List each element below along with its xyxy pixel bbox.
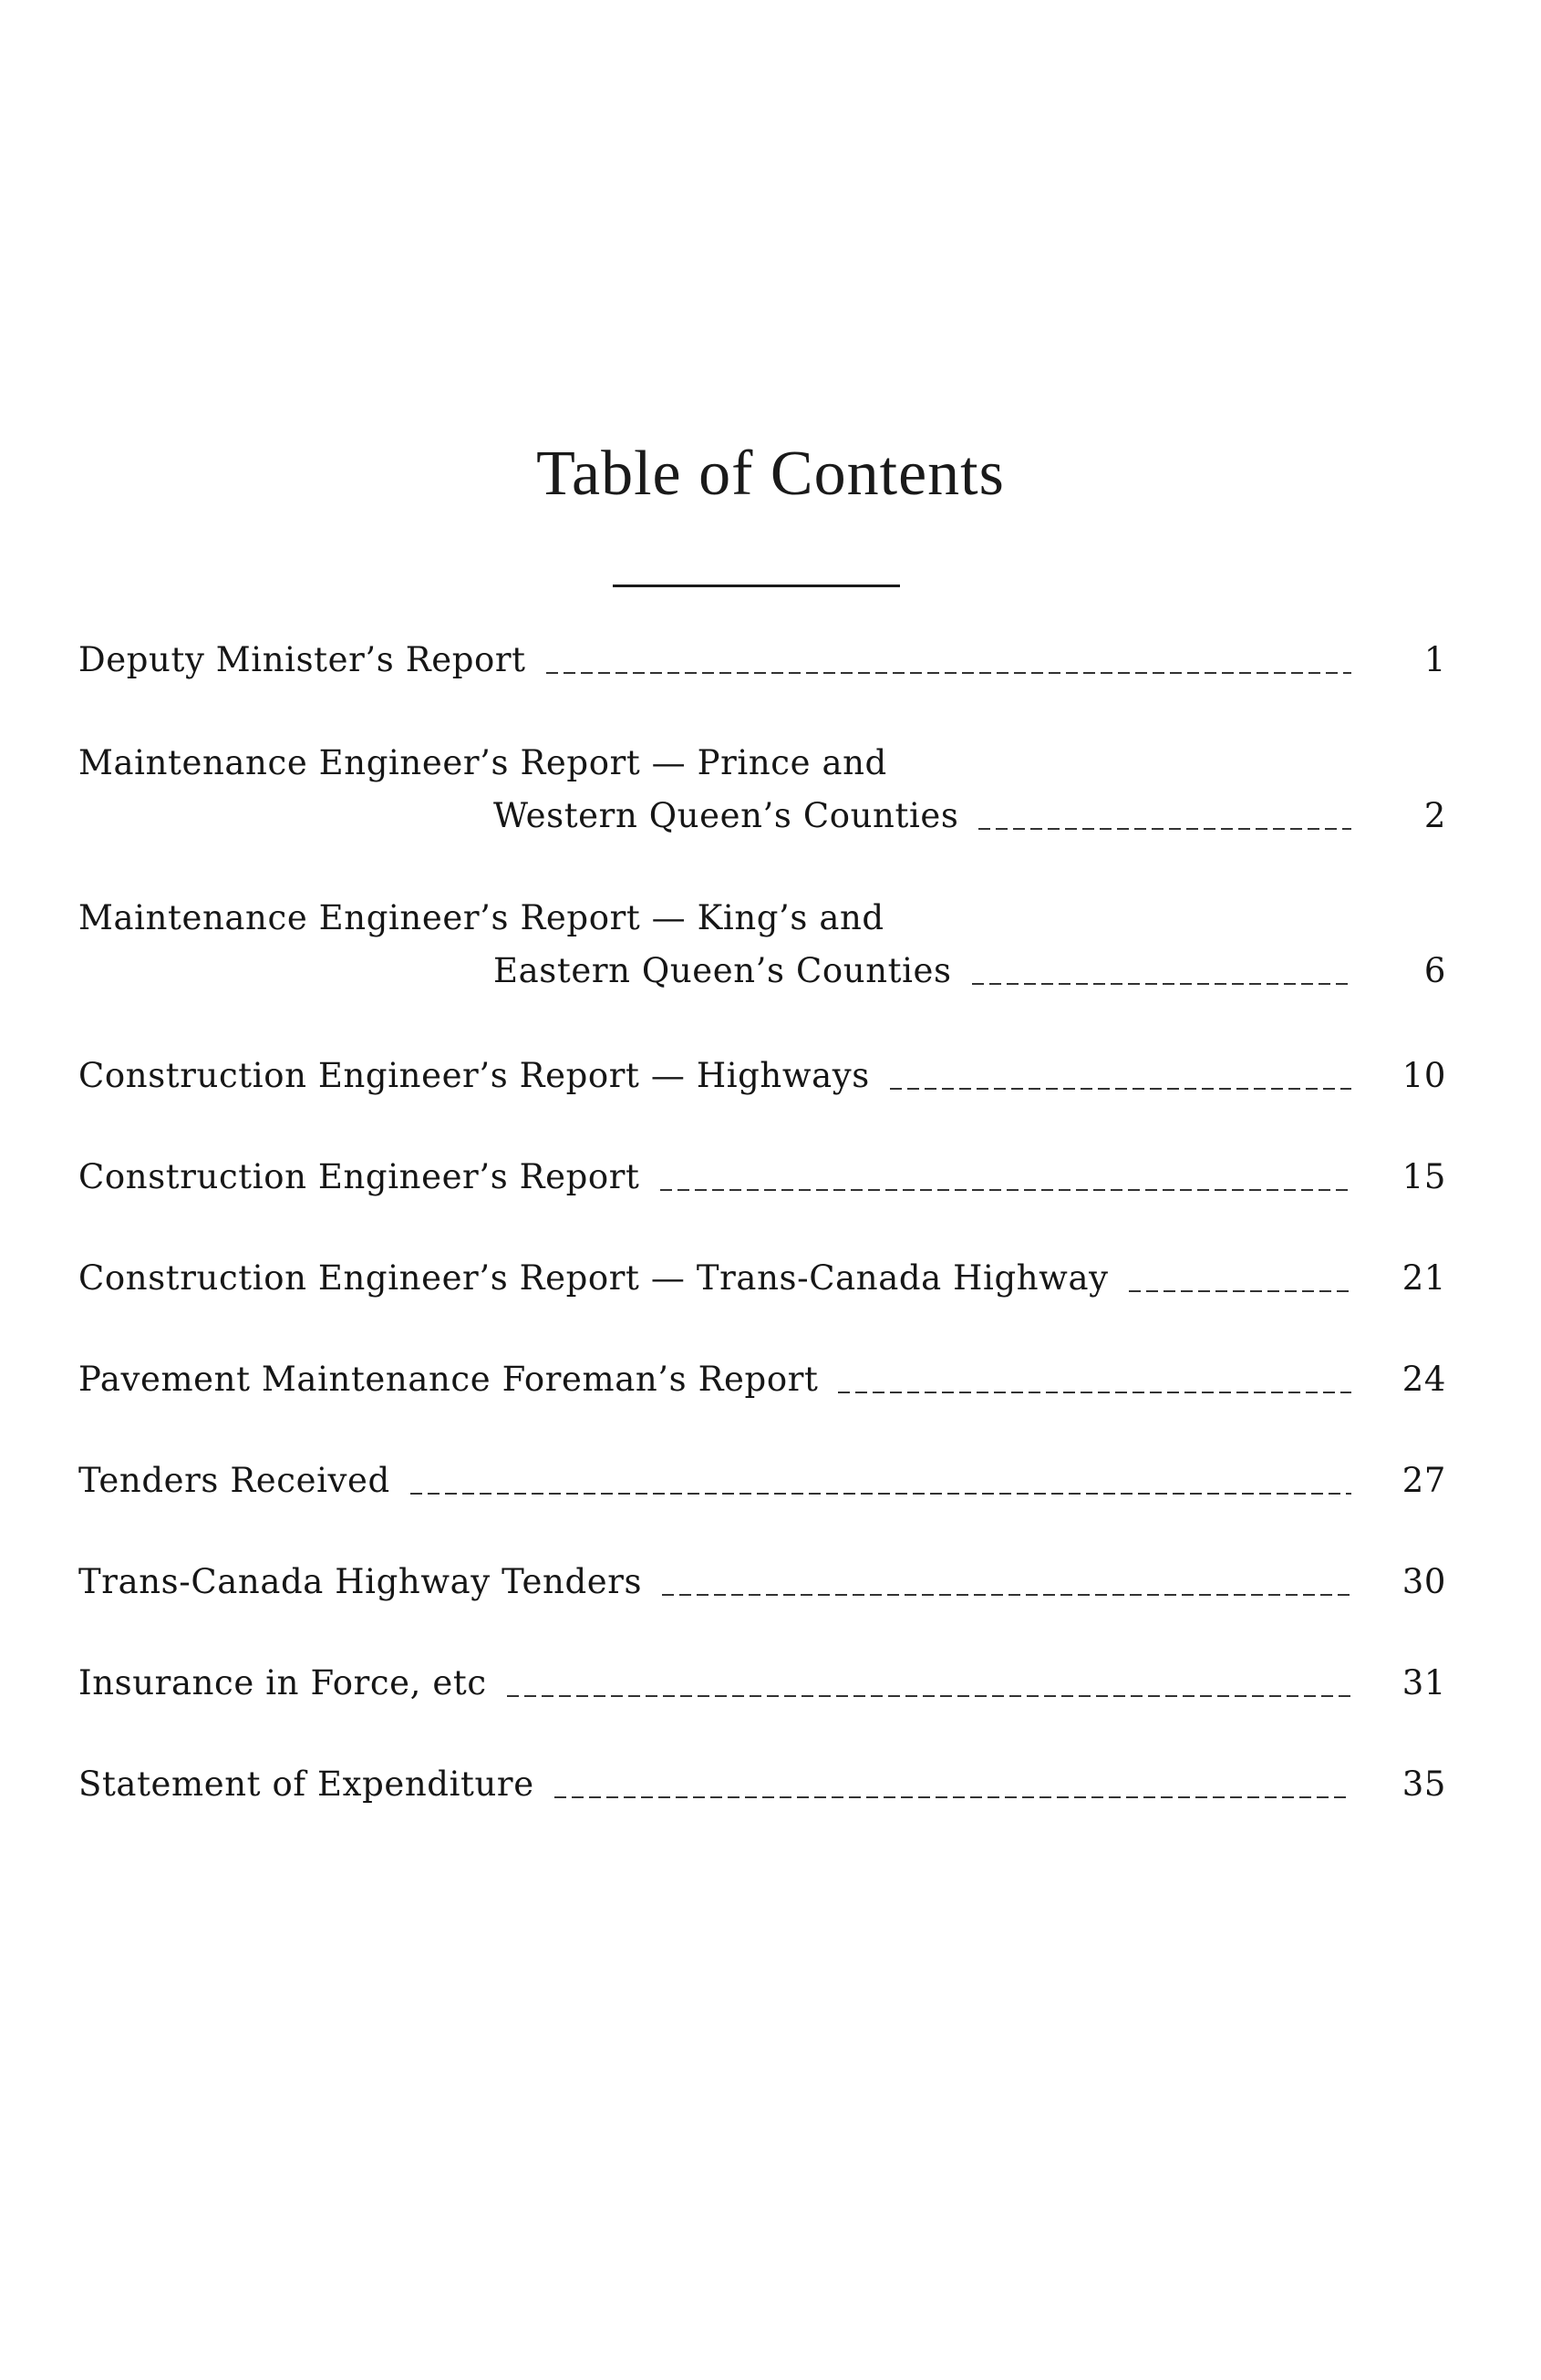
dot-leader xyxy=(660,1189,1351,1191)
dot-leader xyxy=(978,828,1351,830)
toc-entry-label: Maintenance Engineer’s Report — Prince and xyxy=(78,743,887,782)
toc-entry xyxy=(78,1454,1446,1507)
toc-entry-label: Trans-Canada Highway Tenders xyxy=(78,1562,643,1601)
toc-page-number: 30 xyxy=(1401,1562,1446,1601)
toc-page-number: 27 xyxy=(1401,1461,1446,1500)
toc-entry xyxy=(78,1556,1446,1609)
dot-leader xyxy=(890,1088,1351,1090)
toc-entry xyxy=(78,1657,1446,1710)
dot-leader xyxy=(546,672,1351,674)
toc-entry xyxy=(78,1252,1446,1305)
toc-entry-label: Construction Engineer’s Report — Highways xyxy=(78,1056,870,1095)
title-underline xyxy=(613,585,900,587)
toc-entry-label: Construction Engineer’s Report — Trans-Canada Highway xyxy=(78,1258,1109,1298)
toc-page-number: 10 xyxy=(1401,1056,1446,1095)
dot-leader xyxy=(410,1493,1351,1495)
toc-entry-label: Pavement Maintenance Foreman’s Report xyxy=(78,1360,819,1399)
dot-leader xyxy=(838,1392,1351,1393)
toc-entry xyxy=(78,1151,1446,1204)
dot-leader xyxy=(662,1594,1351,1596)
dot-leader xyxy=(1129,1290,1351,1292)
page-title: Table of Contents xyxy=(536,439,1005,509)
toc-page-number: 2 xyxy=(1423,796,1446,835)
toc-page-number: 1 xyxy=(1423,640,1446,679)
toc-entry-label: Deputy Minister’s Report xyxy=(78,640,526,679)
toc-entry-label: Insurance in Force, etc xyxy=(78,1663,487,1702)
toc-entry-label-continuation: Eastern Queen’s Counties xyxy=(493,951,952,990)
toc-entry xyxy=(78,1353,1446,1406)
toc-page-number: 6 xyxy=(1423,951,1446,990)
toc-entry-label: Statement of Expenditure xyxy=(78,1764,534,1804)
toc-entry xyxy=(78,1050,1446,1102)
toc-entry xyxy=(78,634,1446,687)
toc-page-number: 35 xyxy=(1401,1764,1446,1804)
toc-page-number: 31 xyxy=(1401,1663,1446,1702)
toc-page-number: 24 xyxy=(1401,1360,1446,1399)
toc-page-number: 15 xyxy=(1401,1157,1446,1196)
toc-entry xyxy=(78,1758,1446,1811)
dot-leader xyxy=(972,983,1351,985)
toc-entry xyxy=(78,737,1446,843)
dot-leader xyxy=(554,1796,1351,1798)
dot-leader xyxy=(507,1695,1351,1697)
toc-entry-label: Construction Engineer’s Report xyxy=(78,1157,640,1196)
toc-entry-label: Tenders Received xyxy=(78,1461,390,1500)
toc-entry xyxy=(78,892,1446,998)
toc-page-number: 21 xyxy=(1401,1258,1446,1298)
toc-entry-label-continuation: Western Queen’s Counties xyxy=(493,796,959,835)
toc-entry-label: Maintenance Engineer’s Report — King’s and xyxy=(78,898,884,937)
